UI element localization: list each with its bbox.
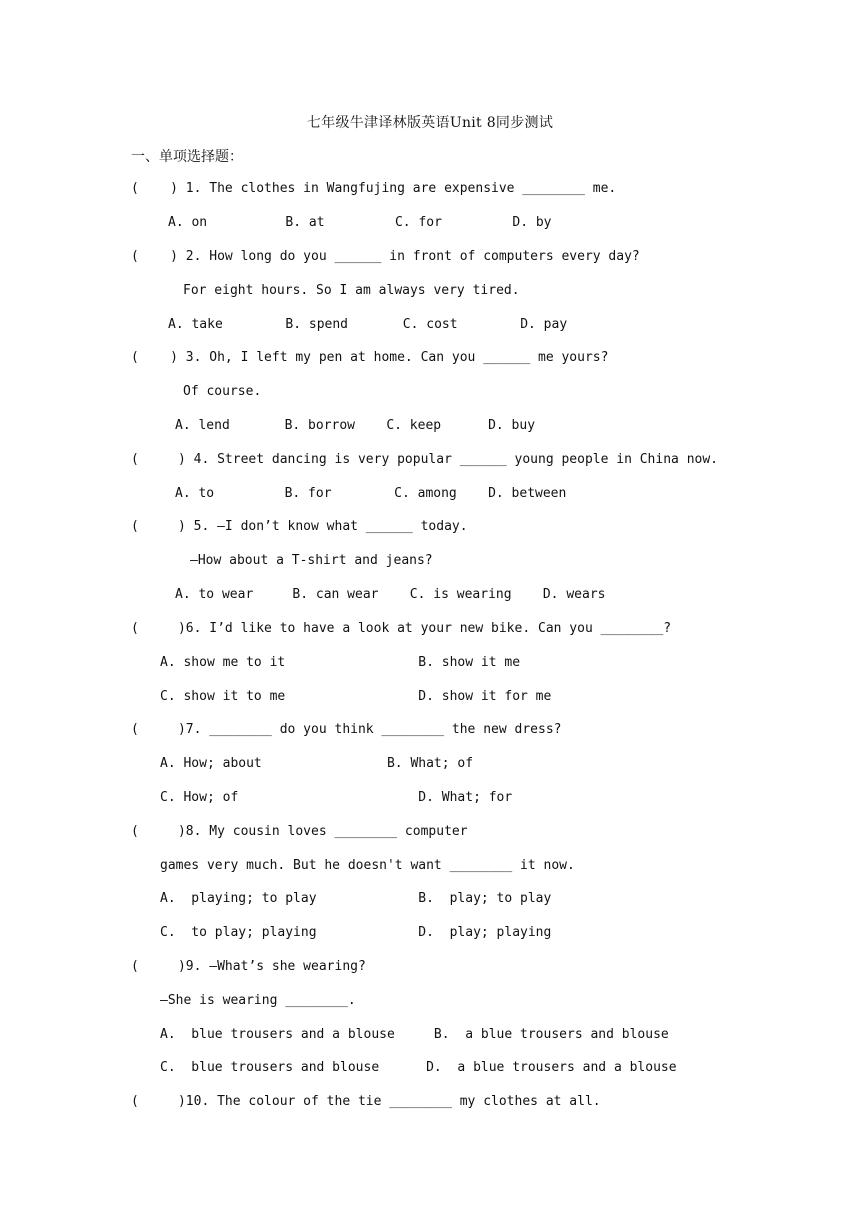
section-heading: 一、单项选择题： <box>131 149 243 165</box>
question-7: ( )7. ________ do you think ________ the new dress? <box>131 722 562 737</box>
page-title: 七年级牛津译林版英语Unit 8同步测试 <box>306 115 554 131</box>
question-6: ( )6. I’d like to have a look at your new bike. Can you ________? <box>131 621 672 636</box>
question-4-options: A. to B. for C. among D. between <box>175 486 567 501</box>
question-1-options: A. on B. at C. for D. by <box>168 215 552 230</box>
question-9-response: —She is wearing ________. <box>160 993 356 1008</box>
question-7-options-row-2: C. How; of D. What; for <box>160 790 513 805</box>
question-9-options-row-2: C. blue trousers and blouse D. a blue trousers and a blouse <box>160 1060 677 1075</box>
question-5: ( ) 5. —I don’t know what ______ today. <box>131 519 468 534</box>
question-6-options-row-1: A. show me to it B. show it me <box>160 655 521 670</box>
question-8-continued: games very much. But he doesn't want ________ it now. <box>160 858 575 873</box>
question-7-options-row-1: A. How; about B. What; of <box>160 756 474 771</box>
question-3: ( ) 3. Oh, I left my pen at home. Can you ______ me yours? <box>131 350 609 365</box>
question-2-options: A. take B. spend C. cost D. pay <box>168 317 568 332</box>
question-10: ( )10. The colour of the tie ________ my clothes at all. <box>131 1094 601 1109</box>
question-9-options-row-1: A. blue trousers and a blouse B. a blue trousers and blouse <box>160 1027 669 1042</box>
question-2-response: For eight hours. So I am always very tired. <box>183 283 520 298</box>
question-4: ( ) 4. Street dancing is very popular ______ young people in China now. <box>131 452 718 467</box>
question-8: ( )8. My cousin loves ________ computer <box>131 824 468 839</box>
question-5-options: A. to wear B. can wear C. is wearing D. wears <box>175 587 606 602</box>
question-9: ( )9. —What’s she wearing? <box>131 959 366 974</box>
question-8-options-row-1: A. playing; to play B. play; to play <box>160 891 552 906</box>
question-3-response: Of course. <box>183 384 262 399</box>
question-5-response: —How about a T-shirt and jeans? <box>190 553 433 568</box>
question-3-options: A. lend B. borrow C. keep D. buy <box>175 418 536 433</box>
question-8-options-row-2: C. to play; playing D. play; playing <box>160 925 552 940</box>
question-2: ( ) 2. How long do you ______ in front of computers every day? <box>131 249 640 264</box>
question-6-options-row-2: C. show it to me D. show it for me <box>160 689 552 704</box>
question-1: ( ) 1. The clothes in Wangfujing are expensive ________ me. <box>131 181 617 196</box>
